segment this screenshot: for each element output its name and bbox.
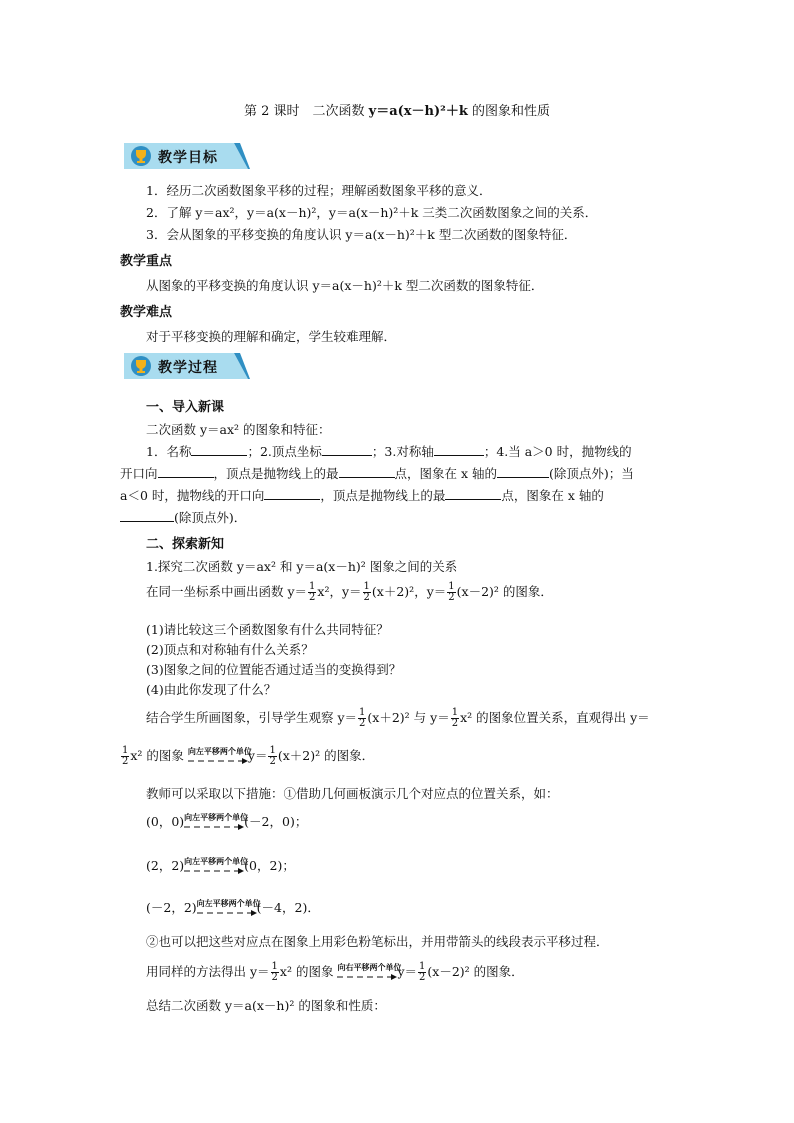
point-pair-2: (2，2) 向左平移两个单位 (0，2)； (146, 856, 295, 876)
objectives-banner-label: 教学目标 (158, 150, 218, 166)
shift-right-arrow: 向右平移两个单位 (337, 964, 397, 982)
difficulty-heading: 教学难点 (120, 305, 173, 320)
objective-3: 3．会从图象的平移变换的角度认识 y＝a(x－h)²＋k 型二次函数的图象特征． (146, 227, 577, 242)
objective-1: 1．经历二次函数图象平移的过程；理解函数图象平移的意义． (146, 183, 492, 198)
shift-left-arrow: 向左平移两个单位 (184, 814, 244, 832)
shift-left-arrow: 向左平移两个单位 (197, 900, 257, 918)
difficulty-text: 对于平移变换的理解和确定，学生较难理解． (146, 329, 397, 344)
key-point-heading: 教学重点 (120, 254, 173, 269)
process-banner-label: 教学过程 (158, 360, 218, 376)
point-pair-3: (－2，2) 向左平移两个单位 (－4，2)． (146, 898, 320, 918)
section1-line4: (除顶点外)． (120, 508, 246, 526)
trophy-icon (131, 356, 151, 376)
subsection1-title: 1.探究二次函数 y＝ax² 和 y＝a(x－h)² 图象之间的关系 (146, 559, 458, 574)
page-title: 第 2 课时 二次函数 y＝a(x－h)²＋k 的图象和性质 (244, 104, 550, 119)
objectives-banner (124, 143, 248, 169)
section2-heading: 二、探索新知 (146, 537, 225, 552)
section1-intro: 二次函数 y＝ax² 的图象和特征： (146, 422, 331, 437)
teacher-measures: 教师可以采取以下措施：①借助几何画板演示几个对应点的位置关系，如： (146, 786, 559, 801)
summary-line: 总结二次函数 y＝a(x－h)² 的图象和性质： (146, 998, 386, 1013)
process-banner (124, 353, 248, 379)
draw-instruction: 在同一坐标系中画出函数 y＝ $\frac{1}{2}$ x²，y＝ $\frac{1}{2}$ (x＋2)²，y＝ $\frac{1}{2}$ (x－2)² 的图象． (146, 581, 553, 603)
section1-line1: 1．名称 ；2.顶点坐标 ；3.对称轴 ；4.当 a＞0 时，抛物线的 (146, 444, 632, 459)
key-point-text: 从图象的平移变换的角度认识 y＝a(x－h)²＋k 型二次函数的图象特征． (146, 278, 544, 293)
question-4: (4)由此你发现了什么？ (146, 682, 277, 697)
shift-left-arrow: 向左平移两个单位 (184, 858, 244, 876)
question-1: (1)请比较这三个函数图象有什么共同特征？ (146, 622, 389, 637)
section1-line2: 开口向 ，顶点是抛物线上的最 点，图象在 x 轴的 (除顶点外)；当 (120, 466, 634, 481)
combine-line1: 结合学生所画图象，引导学生观察 y＝ $\frac{1}{2}$ (x＋2)² 与 y＝ $\frac{1}{2}$ x² 的图象位置关系，直观得出 y＝ (146, 707, 650, 729)
question-3: (3)图象之间的位置能否通过适当的变换得到？ (146, 662, 402, 677)
objective-2: 2．了解 y＝ax²，y＝a(x－h)²，y＝a(x－h)²＋k 三类二次函数图象之间的关系． (146, 205, 598, 220)
combine-line2: $\frac{1}{2}$ x² 的图象 向左平移两个单位 y＝ $\frac{1}{2}$ (x＋2)² 的图象． (122, 745, 375, 767)
point-pair-1: (0，0) 向左平移两个单位 (－2，0)； (146, 812, 307, 832)
chalk-measure: ②也可以把这些对应点在图象上用彩色粉笔标出，并用带箭头的线段表示平移过程． (146, 934, 609, 949)
section1-line3: a＜0 时，抛物线的开口向 ，顶点是抛物线上的最 点，图象在 x 轴的 (120, 488, 604, 503)
same-method: 用同样的方法得出 y＝ $\frac{1}{2}$ x² 的图象 向右平移两个单位 y＝ $\frac{1}{2}$ (x－2)² 的图象． (146, 961, 524, 983)
trophy-icon (131, 146, 151, 166)
shift-left-arrow: 向左平移两个单位 (188, 748, 248, 766)
question-2: (2)顶点和对称轴有什么关系？ (146, 642, 314, 657)
section1-heading: 一、导入新课 (146, 400, 225, 415)
